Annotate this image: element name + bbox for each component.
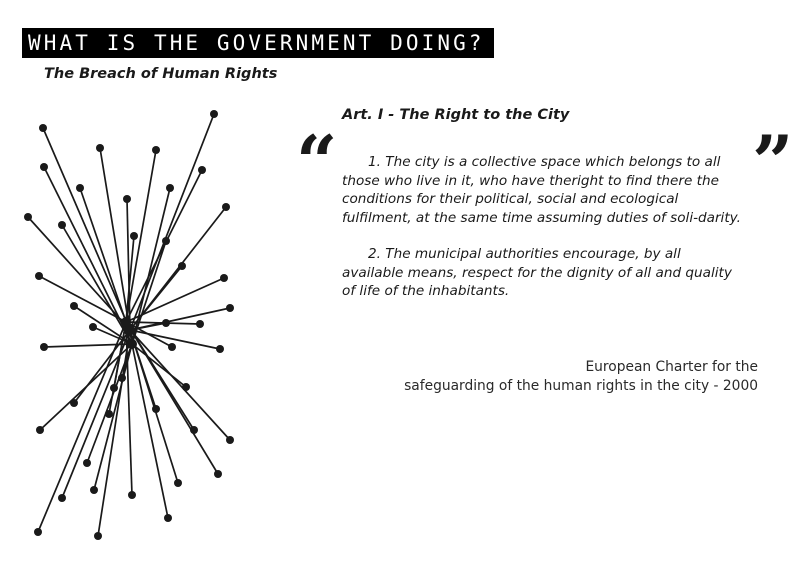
burst-node bbox=[198, 166, 206, 174]
quote-body bbox=[342, 153, 742, 319]
network-burst-icon bbox=[0, 100, 260, 550]
burst-node bbox=[24, 213, 32, 221]
burst-node bbox=[123, 195, 131, 203]
article-title: Art. I - The Right to the City bbox=[342, 107, 570, 123]
burst-node bbox=[162, 319, 170, 327]
banner-title: WHAT IS THE GOVERNMENT DOING? bbox=[28, 31, 485, 55]
burst-node bbox=[58, 221, 66, 229]
burst-line bbox=[132, 344, 168, 518]
burst-node bbox=[40, 343, 48, 351]
burst-node bbox=[83, 459, 91, 467]
burst-node bbox=[190, 426, 198, 434]
burst-node bbox=[174, 479, 182, 487]
burst-node bbox=[94, 532, 102, 540]
burst-node bbox=[70, 302, 78, 310]
burst-node bbox=[168, 343, 176, 351]
burst-line bbox=[43, 128, 130, 330]
burst-node bbox=[152, 146, 160, 154]
burst-node bbox=[128, 491, 136, 499]
burst-line bbox=[74, 330, 130, 403]
open-quote-icon: “ bbox=[296, 119, 338, 204]
burst-node bbox=[110, 384, 118, 392]
burst-line bbox=[126, 278, 224, 322]
header-banner bbox=[22, 28, 494, 58]
burst-node bbox=[34, 528, 42, 536]
burst-node bbox=[90, 486, 98, 494]
quote-paragraph-1: 1. The city is a collective space which belongs to all those who live in it, who have theright to find there the conditions for their political, social and ecological fulfilment, at the same time assuming duties of soli-darity. bbox=[342, 154, 741, 226]
burst-node bbox=[40, 163, 48, 171]
burst-node bbox=[178, 262, 186, 270]
burst-node bbox=[70, 399, 78, 407]
burst-node bbox=[105, 410, 113, 418]
burst-node bbox=[118, 374, 126, 382]
burst-node bbox=[152, 405, 160, 413]
quote-paragraph-2: 2. The municipal authorities encourage, by all available means, respect for the dignity of all and quality of life of the inhabitants. bbox=[342, 246, 732, 299]
burst-node bbox=[222, 203, 230, 211]
burst-node bbox=[196, 320, 204, 328]
burst-node bbox=[35, 272, 43, 280]
citation bbox=[404, 358, 758, 396]
burst-node bbox=[210, 110, 218, 118]
burst-node bbox=[182, 383, 190, 391]
burst-node bbox=[220, 274, 228, 282]
burst-line bbox=[38, 322, 126, 532]
burst-line bbox=[62, 330, 130, 498]
burst-node bbox=[89, 323, 97, 331]
page-subtitle: The Breach of Human Rights bbox=[44, 66, 278, 82]
close-quote-icon: ” bbox=[752, 119, 794, 204]
burst-line bbox=[130, 330, 230, 440]
burst-node bbox=[226, 436, 234, 444]
burst-node bbox=[162, 237, 170, 245]
burst-node bbox=[39, 124, 47, 132]
burst-node bbox=[226, 304, 234, 312]
burst-node bbox=[130, 232, 138, 240]
burst-node bbox=[166, 184, 174, 192]
burst-node bbox=[164, 514, 172, 522]
burst-node bbox=[58, 494, 66, 502]
burst-node bbox=[36, 426, 44, 434]
burst-node bbox=[214, 470, 222, 478]
citation-line-2: safeguarding of the human rights in the city - 2000 bbox=[404, 378, 758, 394]
burst-line bbox=[94, 344, 132, 490]
burst-node bbox=[96, 144, 104, 152]
citation-line-1: European Charter for the bbox=[585, 359, 758, 375]
burst-hub bbox=[121, 317, 131, 327]
burst-node bbox=[76, 184, 84, 192]
burst-node bbox=[216, 345, 224, 353]
burst-hub bbox=[127, 339, 137, 349]
